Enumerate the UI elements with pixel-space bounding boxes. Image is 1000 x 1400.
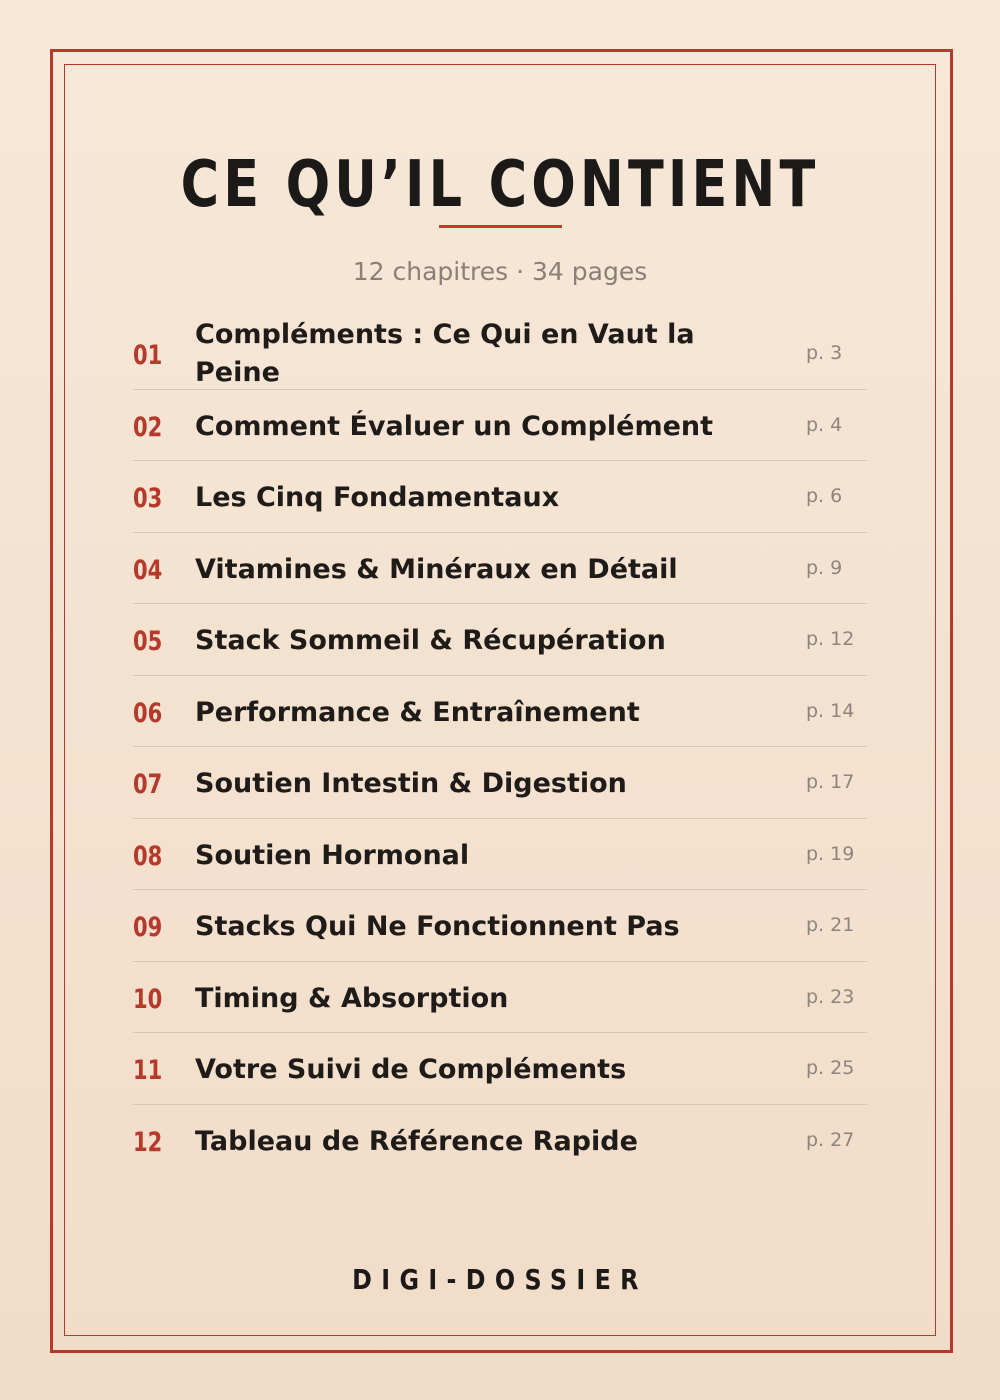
chapter-page: p. 25 bbox=[806, 1057, 855, 1079]
chapter-page: p. 6 bbox=[806, 485, 843, 507]
toc-row[interactable] bbox=[133, 461, 867, 533]
brand-footer: DIGI-DOSSIER bbox=[352, 1263, 648, 1296]
chapter-title: Vitamines & Minéraux en Détail bbox=[195, 553, 678, 585]
toc-row[interactable] bbox=[133, 890, 867, 962]
chapter-number: 01 bbox=[133, 340, 163, 371]
title-underline bbox=[439, 225, 562, 228]
toc-row[interactable] bbox=[133, 390, 867, 462]
chapter-title: Stacks Qui Ne Fonctionnent Pas bbox=[195, 911, 680, 942]
chapter-number: 04 bbox=[133, 554, 163, 586]
chapter-page: p. 4 bbox=[806, 413, 843, 436]
chapter-number: 11 bbox=[133, 1055, 163, 1086]
table-of-contents bbox=[133, 318, 867, 1175]
chapter-title: Soutien Hormonal bbox=[195, 839, 470, 871]
chapter-page: p. 19 bbox=[806, 842, 855, 865]
toc-row[interactable] bbox=[133, 533, 867, 605]
toc-row[interactable] bbox=[133, 819, 867, 891]
chapter-page: p. 3 bbox=[806, 342, 843, 364]
chapter-number: 05 bbox=[133, 626, 163, 657]
chapter-page: p. 21 bbox=[806, 914, 855, 936]
chapter-title: Soutien Intestin & Digestion bbox=[195, 768, 627, 799]
toc-row[interactable] bbox=[133, 747, 867, 819]
chapter-page: p. 12 bbox=[806, 628, 855, 650]
chapter-number: 08 bbox=[133, 840, 163, 872]
chapter-title: Stack Sommeil & Récupération bbox=[195, 625, 666, 656]
chapter-title: Votre Suivi de Compléments bbox=[195, 1054, 627, 1085]
chapter-title: Compléments : Ce Qui en Vaut la Peine bbox=[195, 319, 695, 388]
chapter-title: Les Cinq Fondamentaux bbox=[195, 482, 560, 513]
chapter-title: Tableau de Référence Rapide bbox=[195, 1125, 638, 1157]
chapter-number: 02 bbox=[133, 411, 163, 443]
chapter-title: Timing & Absorption bbox=[195, 982, 509, 1014]
chapter-page: p. 17 bbox=[806, 771, 855, 793]
chapter-number: 06 bbox=[133, 697, 163, 729]
chapter-page: p. 14 bbox=[806, 699, 855, 722]
toc-row[interactable] bbox=[133, 676, 867, 748]
chapter-title: Comment Évaluer un Complément bbox=[195, 410, 714, 442]
chapter-number: 10 bbox=[133, 983, 163, 1015]
page-title: CE QU’IL CONTIENT bbox=[180, 148, 820, 222]
toc-row[interactable] bbox=[133, 1105, 867, 1176]
chapter-number: 03 bbox=[133, 483, 163, 514]
chapter-number: 12 bbox=[133, 1126, 163, 1158]
toc-row[interactable] bbox=[133, 1033, 867, 1105]
chapter-page: p. 23 bbox=[806, 985, 855, 1008]
toc-row[interactable] bbox=[133, 318, 867, 390]
page-subtitle: 12 chapitres · 34 pages bbox=[352, 257, 648, 286]
chapter-number: 07 bbox=[133, 769, 163, 800]
chapter-title: Performance & Entraînement bbox=[195, 696, 640, 728]
toc-row[interactable] bbox=[133, 962, 867, 1034]
chapter-number: 09 bbox=[133, 912, 163, 943]
chapter-page: p. 9 bbox=[806, 556, 843, 579]
toc-row[interactable] bbox=[133, 604, 867, 676]
chapter-page: p. 27 bbox=[806, 1128, 855, 1151]
